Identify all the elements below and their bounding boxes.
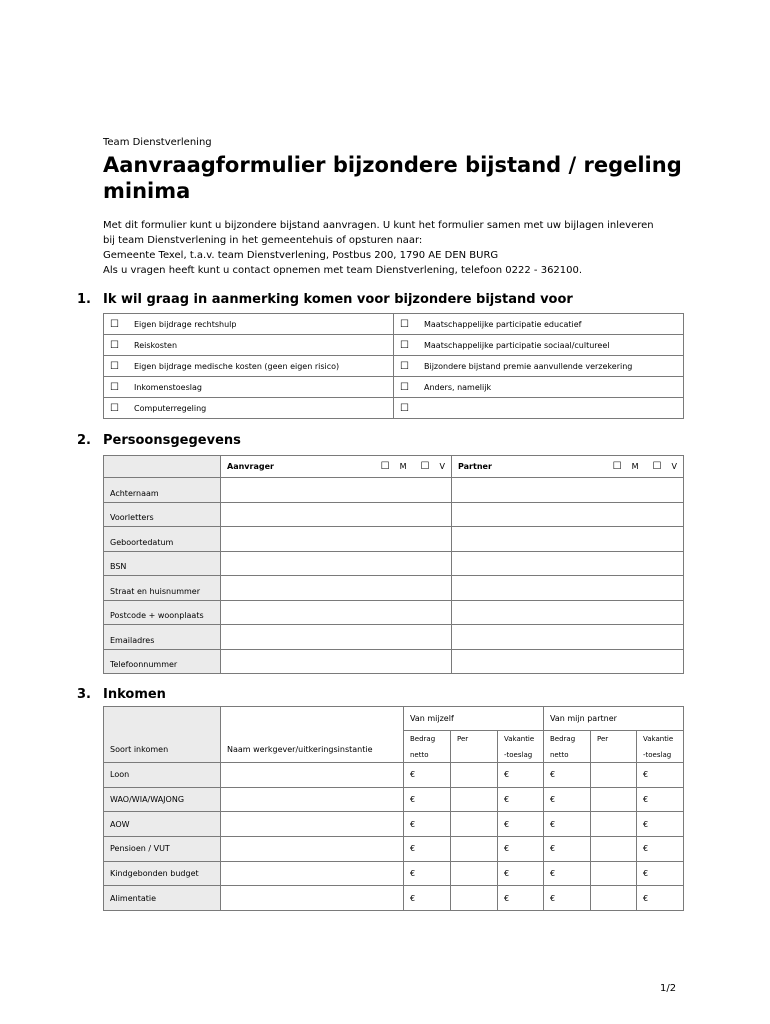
partner-input[interactable] [452, 478, 684, 503]
amount-input[interactable] [404, 886, 451, 911]
applicant-male-checkbox[interactable]: ☐ [380, 461, 390, 472]
partner-per-header: Per [591, 731, 637, 763]
amount-input[interactable] [404, 837, 451, 862]
option-checkbox[interactable]: ☐ [400, 381, 409, 393]
income-row [104, 837, 684, 862]
option-checkbox[interactable]: ☐ [400, 339, 409, 351]
option-checkbox[interactable]: ☐ [400, 402, 409, 414]
partner-amount-input[interactable] [544, 763, 591, 788]
holiday-bottom-label: -toeslag [504, 750, 533, 759]
income-row [104, 861, 684, 886]
partner-holiday-input[interactable] [637, 837, 684, 862]
per-input[interactable] [451, 812, 498, 837]
option-label: Reiskosten [134, 340, 178, 350]
partner-per-input[interactable] [591, 812, 637, 837]
partner-input[interactable] [452, 576, 684, 601]
field-label: BSN [104, 551, 221, 576]
currency-symbol: € [550, 893, 556, 903]
per-input[interactable] [451, 861, 498, 886]
employer-input[interactable] [221, 886, 404, 911]
partner-holiday-input[interactable] [637, 787, 684, 812]
option-checkbox[interactable]: ☐ [110, 360, 119, 372]
field-label: Geboortedatum [104, 527, 221, 552]
personal-data-table [103, 455, 684, 674]
page-title: Aanvraagformulier bijzondere bijstand / regeling minima [103, 153, 682, 203]
currency-symbol: € [550, 795, 556, 805]
option-label: Eigen bijdrage rechtshulp [134, 319, 237, 329]
per-input[interactable] [451, 763, 498, 788]
per-input[interactable] [451, 886, 498, 911]
partner-header [452, 456, 684, 478]
partner-per-input[interactable] [591, 763, 637, 788]
employer-header: Naam werkgever/uitkeringsinstantie [221, 707, 404, 763]
personal-field-row [104, 478, 684, 503]
amount-bottom-label: netto [410, 750, 429, 759]
partner-holiday-input[interactable] [637, 812, 684, 837]
partner-amount-input[interactable] [544, 787, 591, 812]
intro-line: Gemeente Texel, t.a.v. team Dienstverlening, Postbus 200, 1790 AE DEN BURG [103, 250, 499, 261]
section-number: 2. [77, 433, 91, 448]
section-3-heading [77, 687, 166, 702]
income-header-row-1 [104, 707, 684, 731]
partner-amount-input[interactable] [544, 886, 591, 911]
income-row [104, 763, 684, 788]
currency-symbol: € [504, 795, 510, 805]
currency-symbol: € [410, 795, 416, 805]
amount-top-label: Bedrag [550, 734, 576, 743]
amount-top-label: Bedrag [410, 734, 436, 743]
applicant-input[interactable] [221, 600, 452, 625]
partner-female-checkbox[interactable]: ☐ [652, 461, 662, 472]
field-label: Straat en huisnummer [104, 576, 221, 601]
intro-line: Met dit formulier kunt u bijzondere bijstand aanvragen. U kunt het formulier samen met uw bijlagen inleveren [103, 220, 654, 231]
holiday-top-label: Vakantie [504, 734, 535, 743]
currency-symbol: € [410, 819, 416, 829]
intro-line: bij team Dienstverlening in het gemeentehuis of opsturen naar: [103, 235, 423, 246]
field-label: Postcode + woonplaats [104, 600, 221, 625]
applicant-input[interactable] [221, 478, 452, 503]
currency-symbol: € [550, 819, 556, 829]
applicant-header [221, 456, 452, 478]
currency-symbol: € [410, 770, 416, 780]
currency-symbol: € [643, 893, 649, 903]
currency-symbol: € [504, 869, 510, 879]
option-label: Eigen bijdrage medische kosten (geen eigen risico) [134, 361, 340, 371]
department-label: Team Dienstverlening [103, 137, 212, 148]
applicant-input[interactable] [221, 625, 452, 650]
support-option-cell[interactable] [394, 335, 684, 356]
support-option-cell[interactable] [104, 314, 394, 335]
support-option-row [104, 398, 684, 419]
header-empty-cell [104, 456, 221, 478]
partner-amount-input[interactable] [544, 812, 591, 837]
section-title: Persoonsgegevens [103, 433, 241, 448]
partner-income-header: Van mijn partner [544, 707, 684, 731]
employer-input[interactable] [221, 812, 404, 837]
holiday-input[interactable] [498, 886, 544, 911]
currency-symbol: € [550, 869, 556, 879]
intro-text [103, 218, 693, 278]
option-checkbox[interactable]: ☐ [110, 381, 119, 393]
partner-input[interactable] [452, 527, 684, 552]
support-type-table [103, 313, 684, 419]
support-option-cell[interactable] [104, 335, 394, 356]
option-label: Anders, namelijk [424, 382, 492, 392]
currency-symbol: € [643, 819, 649, 829]
support-option-cell[interactable] [394, 356, 684, 377]
support-option-cell[interactable] [394, 377, 684, 398]
personal-field-row [104, 649, 684, 674]
section-title: Inkomen [103, 687, 166, 702]
partner-per-input[interactable] [591, 886, 637, 911]
partner-holiday-input[interactable] [637, 886, 684, 911]
option-label: Inkomenstoeslag [134, 382, 202, 392]
male-label: M [399, 462, 407, 471]
field-label: Voorletters [104, 502, 221, 527]
partner-input[interactable] [452, 625, 684, 650]
amount-header [404, 731, 451, 763]
income-type-label: Loon [104, 763, 221, 788]
section-number: 1. [77, 292, 91, 307]
partner-per-input[interactable] [591, 787, 637, 812]
section-number: 3. [77, 687, 91, 702]
applicant-input[interactable] [221, 527, 452, 552]
partner-holiday-header [637, 731, 684, 763]
holiday-top-label: Vakantie [643, 734, 674, 743]
currency-symbol: € [643, 770, 649, 780]
holiday-input[interactable] [498, 861, 544, 886]
personal-field-row [104, 527, 684, 552]
partner-male-checkbox[interactable]: ☐ [612, 461, 622, 472]
page-number: 1/2 [660, 983, 677, 994]
applicant-input[interactable] [221, 502, 452, 527]
support-option-cell[interactable] [394, 314, 684, 335]
personal-field-row [104, 625, 684, 650]
amount-input[interactable] [404, 787, 451, 812]
option-checkbox[interactable]: ☐ [400, 318, 409, 330]
holiday-input[interactable] [498, 763, 544, 788]
support-option-cell[interactable] [394, 398, 684, 419]
holiday-header [498, 731, 544, 763]
income-type-label: AOW [104, 812, 221, 837]
option-checkbox[interactable]: ☐ [110, 339, 119, 351]
income-row [104, 812, 684, 837]
support-option-row [104, 377, 684, 398]
applicant-label: Aanvrager [227, 462, 274, 471]
section-title: Ik wil graag in aanmerking komen voor bijzondere bijstand voor [103, 292, 573, 307]
currency-symbol: € [504, 770, 510, 780]
employer-input[interactable] [221, 787, 404, 812]
per-input[interactable] [451, 837, 498, 862]
option-checkbox[interactable]: ☐ [110, 402, 119, 414]
currency-symbol: € [410, 869, 416, 879]
income-table [103, 706, 684, 911]
partner-label: Partner [458, 462, 492, 471]
applicant-input[interactable] [221, 649, 452, 674]
partner-input[interactable] [452, 502, 684, 527]
partner-per-input[interactable] [591, 861, 637, 886]
income-type-header: Soort inkomen [104, 707, 221, 763]
field-label: Achternaam [104, 478, 221, 503]
partner-amount-header [544, 731, 591, 763]
partner-holiday-input[interactable] [637, 861, 684, 886]
option-checkbox[interactable]: ☐ [400, 360, 409, 372]
personal-field-row [104, 502, 684, 527]
support-option-row [104, 314, 684, 335]
partner-input[interactable] [452, 649, 684, 674]
option-label: Maatschappelijke participatie educatief [424, 319, 582, 329]
option-checkbox[interactable]: ☐ [110, 318, 119, 330]
personal-field-row [104, 551, 684, 576]
currency-symbol: € [504, 893, 510, 903]
partner-input[interactable] [452, 600, 684, 625]
field-label: Telefoonnummer [104, 649, 221, 674]
partner-amount-input[interactable] [544, 837, 591, 862]
currency-symbol: € [504, 819, 510, 829]
support-option-row [104, 356, 684, 377]
partner-input[interactable] [452, 551, 684, 576]
holiday-input[interactable] [498, 812, 544, 837]
female-label: V [671, 462, 677, 471]
support-option-row [104, 335, 684, 356]
amount-input[interactable] [404, 861, 451, 886]
employer-input[interactable] [221, 861, 404, 886]
currency-symbol: € [550, 844, 556, 854]
currency-symbol: € [504, 844, 510, 854]
partner-holiday-input[interactable] [637, 763, 684, 788]
employer-input[interactable] [221, 763, 404, 788]
currency-symbol: € [643, 795, 649, 805]
amount-input[interactable] [404, 763, 451, 788]
holiday-input[interactable] [498, 787, 544, 812]
support-option-cell[interactable] [104, 398, 394, 419]
section-1-heading [77, 292, 573, 307]
currency-symbol: € [550, 770, 556, 780]
currency-symbol: € [410, 893, 416, 903]
female-label: V [439, 462, 445, 471]
option-label: Maatschappelijke participatie sociaal/cultureel [424, 340, 610, 350]
income-type-label: Pensioen / VUT [104, 837, 221, 862]
intro-line: Als u vragen heeft kunt u contact opnemen met team Dienstverlening, telefoon 0222 - 362100. [103, 265, 583, 276]
currency-symbol: € [410, 844, 416, 854]
personal-header-row [104, 456, 684, 478]
support-option-cell[interactable] [104, 356, 394, 377]
income-type-label: WAO/WIA/WAJONG [104, 787, 221, 812]
income-row [104, 886, 684, 911]
employer-input[interactable] [221, 837, 404, 862]
applicant-input[interactable] [221, 576, 452, 601]
holiday-bottom-label: -toeslag [643, 750, 672, 759]
income-row [104, 787, 684, 812]
per-header: Per [451, 731, 498, 763]
holiday-input[interactable] [498, 837, 544, 862]
field-label: Emailadres [104, 625, 221, 650]
personal-field-row [104, 600, 684, 625]
currency-symbol: € [643, 869, 649, 879]
self-header: Van mijzelf [404, 707, 544, 731]
section-2-heading [77, 433, 241, 448]
partner-per-input[interactable] [591, 837, 637, 862]
amount-bottom-label: netto [550, 750, 569, 759]
income-type-label: Kindgebonden budget [104, 861, 221, 886]
option-label: Bijzondere bijstand premie aanvullende verzekering [424, 361, 633, 371]
option-label: Computerregeling [134, 403, 207, 413]
male-label: M [631, 462, 639, 471]
applicant-input[interactable] [221, 551, 452, 576]
currency-symbol: € [643, 844, 649, 854]
applicant-female-checkbox[interactable]: ☐ [420, 461, 430, 472]
personal-field-row [104, 576, 684, 601]
partner-amount-input[interactable] [544, 861, 591, 886]
per-input[interactable] [451, 787, 498, 812]
income-type-label: Alimentatie [104, 886, 221, 911]
amount-input[interactable] [404, 812, 451, 837]
support-option-cell[interactable] [104, 377, 394, 398]
